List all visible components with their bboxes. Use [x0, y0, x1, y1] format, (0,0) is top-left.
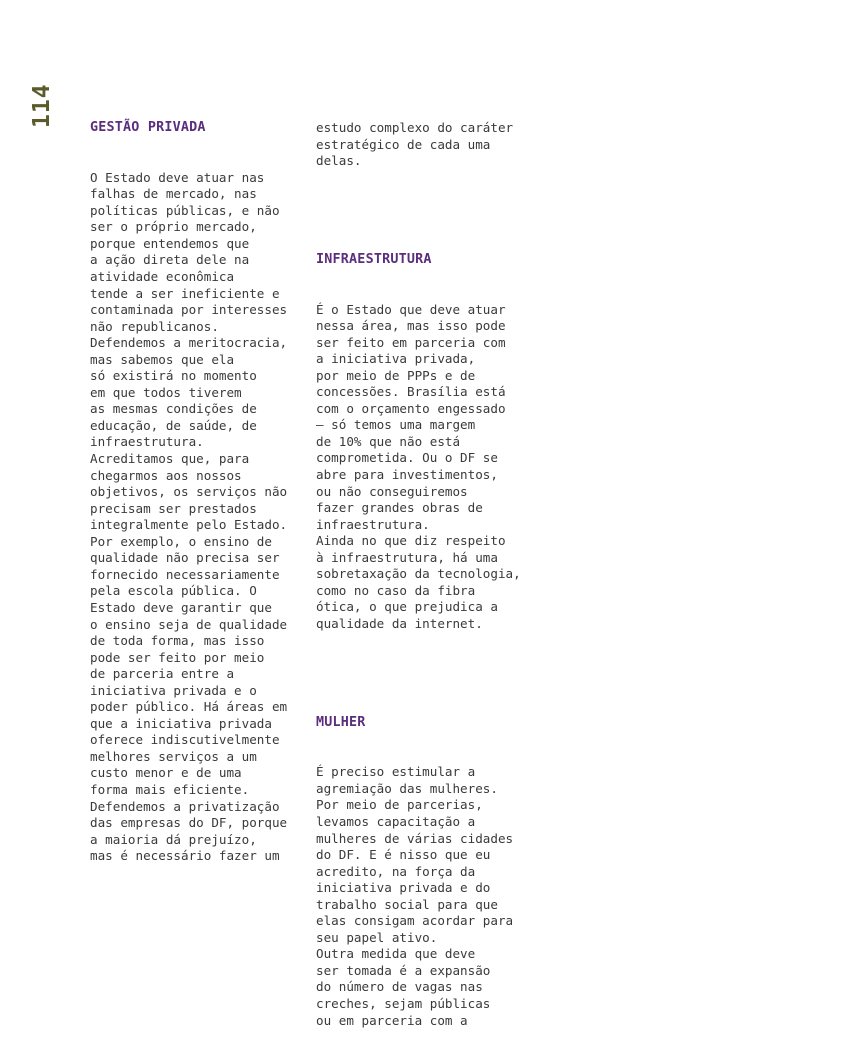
- text-line: ser feito em parceria com: [316, 334, 506, 350]
- text-line: levamos capacitação a: [316, 813, 476, 829]
- text-line: do número de vagas nas: [316, 979, 483, 995]
- text-line: Ainda no que diz respeito: [316, 533, 506, 549]
- section-heading-gestao-privada: GESTÃO PRIVADA: [90, 120, 206, 136]
- text-line: qualidade não precisa ser: [90, 550, 280, 566]
- text-line: seu papel ativo.: [316, 929, 438, 945]
- text-line: iniciativa privada e do: [316, 880, 491, 896]
- text-line: Defendemos a privatização: [90, 798, 280, 814]
- text-line: tende a ser ineficiente e: [90, 285, 280, 301]
- text-line: comprometida. Ou o DF se: [316, 450, 498, 466]
- text-line: o ensino seja de qualidade: [90, 616, 288, 632]
- text-line: integralmente pelo Estado.: [90, 517, 288, 533]
- text-line: Por meio de parcerias,: [316, 797, 483, 813]
- text-line: das empresas do DF, porque: [90, 815, 288, 831]
- text-line: fornecido necessariamente: [90, 566, 280, 582]
- text-line: educação, de saúde, de: [90, 417, 257, 433]
- text-line: mulheres de várias cidades: [316, 830, 514, 846]
- text-line: que a iniciativa privada: [90, 715, 272, 731]
- text-line: objetivos, os serviços não: [90, 484, 288, 500]
- text-line: elas consigam acordar para: [316, 913, 514, 929]
- text-line: O Estado deve atuar nas: [90, 169, 265, 185]
- text-line: de toda forma, mas isso: [90, 633, 265, 649]
- text-line: estudo complexo do caráter: [316, 120, 514, 136]
- text-line: em que todos tiverem: [90, 384, 242, 400]
- text-line: por meio de PPPs e de: [316, 367, 476, 383]
- mulher-body: [316, 764, 531, 1029]
- text-line: não republicanos.: [90, 318, 219, 334]
- left-body: [90, 170, 305, 865]
- text-line: iniciativa privada e o: [90, 682, 257, 698]
- text-line: qualidade da internet.: [316, 615, 483, 631]
- text-line: agremiação das mulheres.: [316, 780, 498, 796]
- text-line: ou não conseguiremos: [316, 483, 468, 499]
- text-line: poder público. Há áreas em: [90, 699, 288, 715]
- text-line: custo menor e de uma: [90, 765, 242, 781]
- text-line: fazer grandes obras de: [316, 500, 483, 516]
- text-line: Acreditamos que, para: [90, 451, 250, 467]
- text-line: a ação direta dele na: [90, 252, 250, 268]
- text-line: infraestrutura.: [316, 516, 430, 532]
- text-line: precisam ser prestados: [90, 500, 257, 516]
- text-line: infraestrutura.: [90, 434, 204, 450]
- text-line: falhas de mercado, nas: [90, 186, 257, 202]
- text-line: pela escola pública. O: [90, 583, 257, 599]
- section-heading-mulher: MULHER: [316, 714, 366, 730]
- section-gap: [316, 203, 531, 219]
- text-line: nessa área, mas isso pode: [316, 318, 506, 334]
- text-line: contaminada por interesses: [90, 302, 288, 318]
- text-line: Estado deve garantir que: [90, 599, 272, 615]
- infraestrutura-body: [316, 302, 531, 633]
- text-line: ótica, o que prejudica a: [316, 599, 498, 615]
- text-line: Por exemplo, o ensino de: [90, 533, 272, 549]
- text-line: do DF. E é nisso que eu: [316, 847, 491, 863]
- text-line: — só temos uma margem: [316, 417, 476, 433]
- right-column: [316, 87, 531, 1046]
- section-gap: [316, 666, 531, 682]
- text-line: É o Estado que deve atuar: [316, 301, 506, 317]
- text-line: de parceria entre a: [90, 666, 235, 682]
- text-line: concessões. Brasília está: [316, 384, 506, 400]
- text-line: atividade econômica: [90, 269, 235, 285]
- text-line: mas é necessário fazer um: [90, 848, 280, 864]
- text-line: melhores serviços a um: [90, 748, 257, 764]
- text-line: trabalho social para que: [316, 896, 498, 912]
- text-line: ser tomada é a expansão: [316, 962, 491, 978]
- text-line: ou em parceria com a: [316, 1012, 468, 1028]
- text-line: como no caso da fibra: [316, 582, 476, 598]
- text-line: Defendemos a meritocracia,: [90, 335, 288, 351]
- text-line: É preciso estimular a: [316, 764, 476, 780]
- text-line: pode ser feito por meio: [90, 649, 265, 665]
- text-line: de 10% que não está: [316, 433, 461, 449]
- text-line: estratégico de cada uma: [316, 136, 491, 152]
- text-line: só existirá no momento: [90, 368, 257, 384]
- page-number: 114: [29, 83, 55, 128]
- text-line: a maioria dá prejuízo,: [90, 831, 257, 847]
- text-line: acredito, na força da: [316, 863, 476, 879]
- left-column: [90, 87, 305, 881]
- text-line: delas.: [316, 153, 362, 169]
- text-line: porque entendemos que: [90, 235, 250, 251]
- right-intro: [316, 120, 531, 170]
- text-line: abre para investimentos,: [316, 467, 498, 483]
- text-line: à infraestrutura, há uma: [316, 549, 498, 565]
- section-heading-infraestrutura: INFRAESTRUTURA: [316, 251, 432, 267]
- text-line: políticas públicas, e não: [90, 202, 280, 218]
- text-line: forma mais eficiente.: [90, 781, 250, 797]
- text-line: ser o próprio mercado,: [90, 219, 257, 235]
- text-line: creches, sejam públicas: [316, 995, 491, 1011]
- text-line: com o orçamento engessado: [316, 400, 506, 416]
- text-line: chegarmos aos nossos: [90, 467, 242, 483]
- text-line: mas sabemos que ela: [90, 351, 235, 367]
- text-line: oferece indiscutivelmente: [90, 732, 280, 748]
- text-line: sobretaxação da tecnologia,: [316, 566, 521, 582]
- text-line: Outra medida que deve: [316, 946, 476, 962]
- text-line: as mesmas condições de: [90, 401, 257, 417]
- text-line: a iniciativa privada,: [316, 351, 476, 367]
